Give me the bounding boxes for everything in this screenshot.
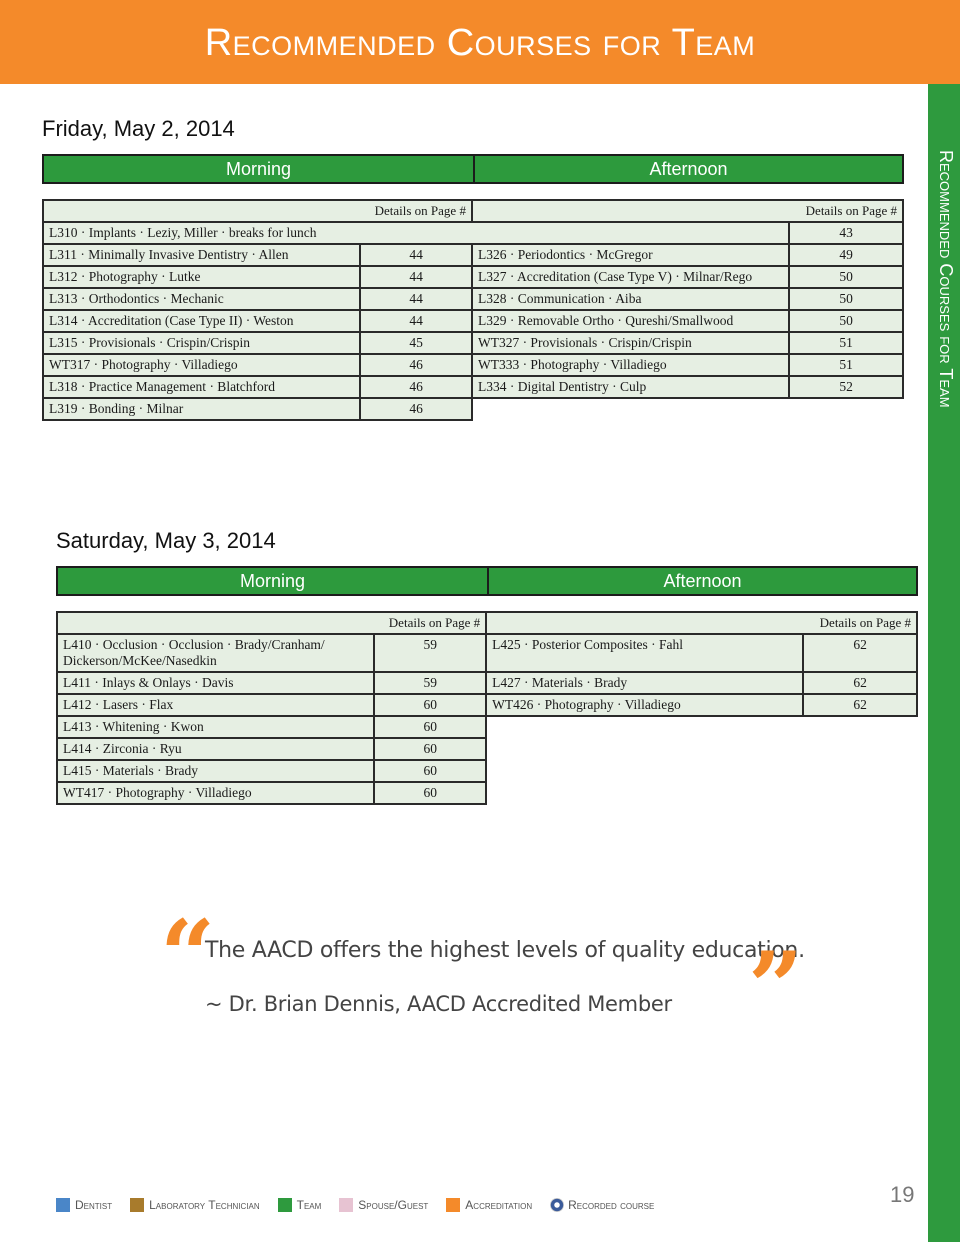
page-cell: 60 xyxy=(374,782,486,804)
page-cell: 60 xyxy=(374,760,486,782)
table-row xyxy=(57,716,917,738)
close-quote-mark: ” xyxy=(748,931,804,1044)
page-cell: 60 xyxy=(374,694,486,716)
table-row xyxy=(43,398,903,420)
course-cell: L327 · Accreditation (Case Type V) · Milnar/Rego xyxy=(472,266,789,288)
page-cell: 46 xyxy=(360,354,472,376)
friday-title: Friday, May 2, 2014 xyxy=(42,116,235,141)
legend-swatch xyxy=(446,1198,460,1212)
page-cell: 45 xyxy=(360,332,472,354)
table-row xyxy=(43,266,903,288)
table-header-row xyxy=(43,200,903,222)
page-cell: 60 xyxy=(374,738,486,760)
page-cell: 59 xyxy=(374,672,486,694)
empty-cell xyxy=(486,760,803,782)
course-cell: L334 · Digital Dentistry · Culp xyxy=(472,376,789,398)
friday-session-band xyxy=(42,154,904,184)
legend-label: Recorded course xyxy=(568,1198,655,1212)
page-cell: 60 xyxy=(374,716,486,738)
legend-item xyxy=(446,1198,532,1212)
page-cell: 59 xyxy=(374,634,486,672)
legend-swatch xyxy=(339,1198,353,1212)
legend-swatch xyxy=(56,1198,70,1212)
course-cell: L312 · Photography · Lutke xyxy=(43,266,360,288)
empty-cell xyxy=(803,782,917,804)
course-cell: L328 · Communication · Aiba xyxy=(472,288,789,310)
course-cell: L427 · Materials · Brady xyxy=(486,672,803,694)
page-cell: 44 xyxy=(360,288,472,310)
course-cell: L412 · Lasers · Flax xyxy=(57,694,374,716)
page-cell: 62 xyxy=(803,634,917,672)
course-cell: L414 · Zirconia · Ryu xyxy=(57,738,374,760)
friday-afternoon-label: Afternoon xyxy=(475,156,902,182)
header-bar xyxy=(0,0,960,84)
table-row xyxy=(43,332,903,354)
course-cell: WT417 · Photography · Villadiego xyxy=(57,782,374,804)
page-cell: 51 xyxy=(789,354,903,376)
page-cell: 62 xyxy=(803,672,917,694)
course-cell: L411 · Inlays & Onlays · Davis xyxy=(57,672,374,694)
course-cell: L410 · Occlusion · Occlusion · Brady/Cranham/ Dickerson/McKee/Nasedkin xyxy=(57,634,374,672)
legend-label: Laboratory Technician xyxy=(149,1198,260,1212)
page-cell: 46 xyxy=(360,376,472,398)
quote-text: The AACD offers the highest levels of quality education. xyxy=(205,938,805,963)
recorded-disc-icon xyxy=(550,1198,564,1212)
table-header-row xyxy=(57,612,917,634)
course-cell: L326 · Periodontics · McGregor xyxy=(472,244,789,266)
empty-cell xyxy=(803,738,917,760)
legend-label: Spouse/Guest xyxy=(358,1198,429,1212)
course-cell: L315 · Provisionals · Crispin/Crispin xyxy=(43,332,360,354)
page-cell: 51 xyxy=(789,332,903,354)
saturday-afternoon-label: Afternoon xyxy=(489,568,916,594)
table-row xyxy=(57,760,917,782)
saturday-title: Saturday, May 3, 2014 xyxy=(56,528,276,553)
page-cell: 46 xyxy=(360,398,472,420)
page-cell: 50 xyxy=(789,266,903,288)
color-legend xyxy=(56,1198,672,1212)
page-cell: 50 xyxy=(789,310,903,332)
page-cell: 50 xyxy=(789,288,903,310)
course-cell: WT317 · Photography · Villadiego xyxy=(43,354,360,376)
details-header: Details on Page # xyxy=(486,612,917,634)
legend-item xyxy=(278,1198,322,1212)
legend-swatch xyxy=(130,1198,144,1212)
course-cell: L310 · Implants · Leziy, Miller · breaks for lunch xyxy=(43,222,789,244)
course-cell: L311 · Minimally Invasive Dentistry · Allen xyxy=(43,244,360,266)
course-cell: L329 · Removable Ortho · Qureshi/Smallwood xyxy=(472,310,789,332)
page-title: Recommended Courses for Team xyxy=(204,22,756,64)
table-row xyxy=(43,354,903,376)
course-cell: L313 · Orthodontics · Mechanic xyxy=(43,288,360,310)
table-row xyxy=(43,222,903,244)
empty-cell xyxy=(486,782,803,804)
course-cell: WT327 · Provisionals · Crispin/Crispin xyxy=(472,332,789,354)
details-header: Details on Page # xyxy=(43,200,472,222)
sidebar-label: Recommended Courses for Team xyxy=(936,150,956,408)
legend-label: Dentist xyxy=(75,1198,113,1212)
table-row xyxy=(43,310,903,332)
course-cell: WT333 · Photography · Villadiego xyxy=(472,354,789,376)
page-cell: 44 xyxy=(360,310,472,332)
legend-item xyxy=(339,1198,428,1212)
page-cell: 62 xyxy=(803,694,917,716)
friday-morning-label: Morning xyxy=(44,156,475,182)
course-cell: L425 · Posterior Composites · Fahl xyxy=(486,634,803,672)
page-cell: 49 xyxy=(789,244,903,266)
quote-author: ~ Dr. Brian Dennis, AACD Accredited Member xyxy=(205,992,672,1016)
table-row xyxy=(57,634,917,672)
page-cell: 44 xyxy=(360,244,472,266)
legend-label: Team xyxy=(296,1198,322,1212)
saturday-morning-label: Morning xyxy=(58,568,489,594)
legend-item xyxy=(550,1198,654,1212)
table-row xyxy=(57,782,917,804)
empty-cell xyxy=(486,738,803,760)
legend-item xyxy=(130,1198,259,1212)
empty-cell xyxy=(803,760,917,782)
course-cell: WT426 · Photography · Villadiego xyxy=(486,694,803,716)
page-cell: 52 xyxy=(789,376,903,398)
table-row xyxy=(57,738,917,760)
course-cell: L415 · Materials · Brady xyxy=(57,760,374,782)
saturday-session-band xyxy=(56,566,918,596)
friday-schedule-table xyxy=(42,199,904,421)
table-row xyxy=(43,288,903,310)
empty-cell xyxy=(803,716,917,738)
legend-item xyxy=(56,1198,112,1212)
empty-cell xyxy=(472,398,789,420)
details-header: Details on Page # xyxy=(472,200,903,222)
table-row xyxy=(57,672,917,694)
details-header: Details on Page # xyxy=(57,612,486,634)
course-cell: L413 · Whitening · Kwon xyxy=(57,716,374,738)
empty-cell xyxy=(486,716,803,738)
page-cell: 44 xyxy=(360,266,472,288)
table-row xyxy=(43,376,903,398)
legend-swatch xyxy=(278,1198,292,1212)
table-row xyxy=(43,244,903,266)
course-cell: L319 · Bonding · Milnar xyxy=(43,398,360,420)
course-cell: L318 · Practice Management · Blatchford xyxy=(43,376,360,398)
page-number: 19 xyxy=(890,1182,915,1207)
empty-cell xyxy=(789,398,903,420)
saturday-schedule-table xyxy=(56,611,918,805)
page-cell: 43 xyxy=(789,222,903,244)
legend-label: Accreditation xyxy=(465,1198,533,1212)
course-cell: L314 · Accreditation (Case Type II) · Weston xyxy=(43,310,360,332)
table-row xyxy=(57,694,917,716)
open-quote-mark: “ xyxy=(160,899,216,1012)
